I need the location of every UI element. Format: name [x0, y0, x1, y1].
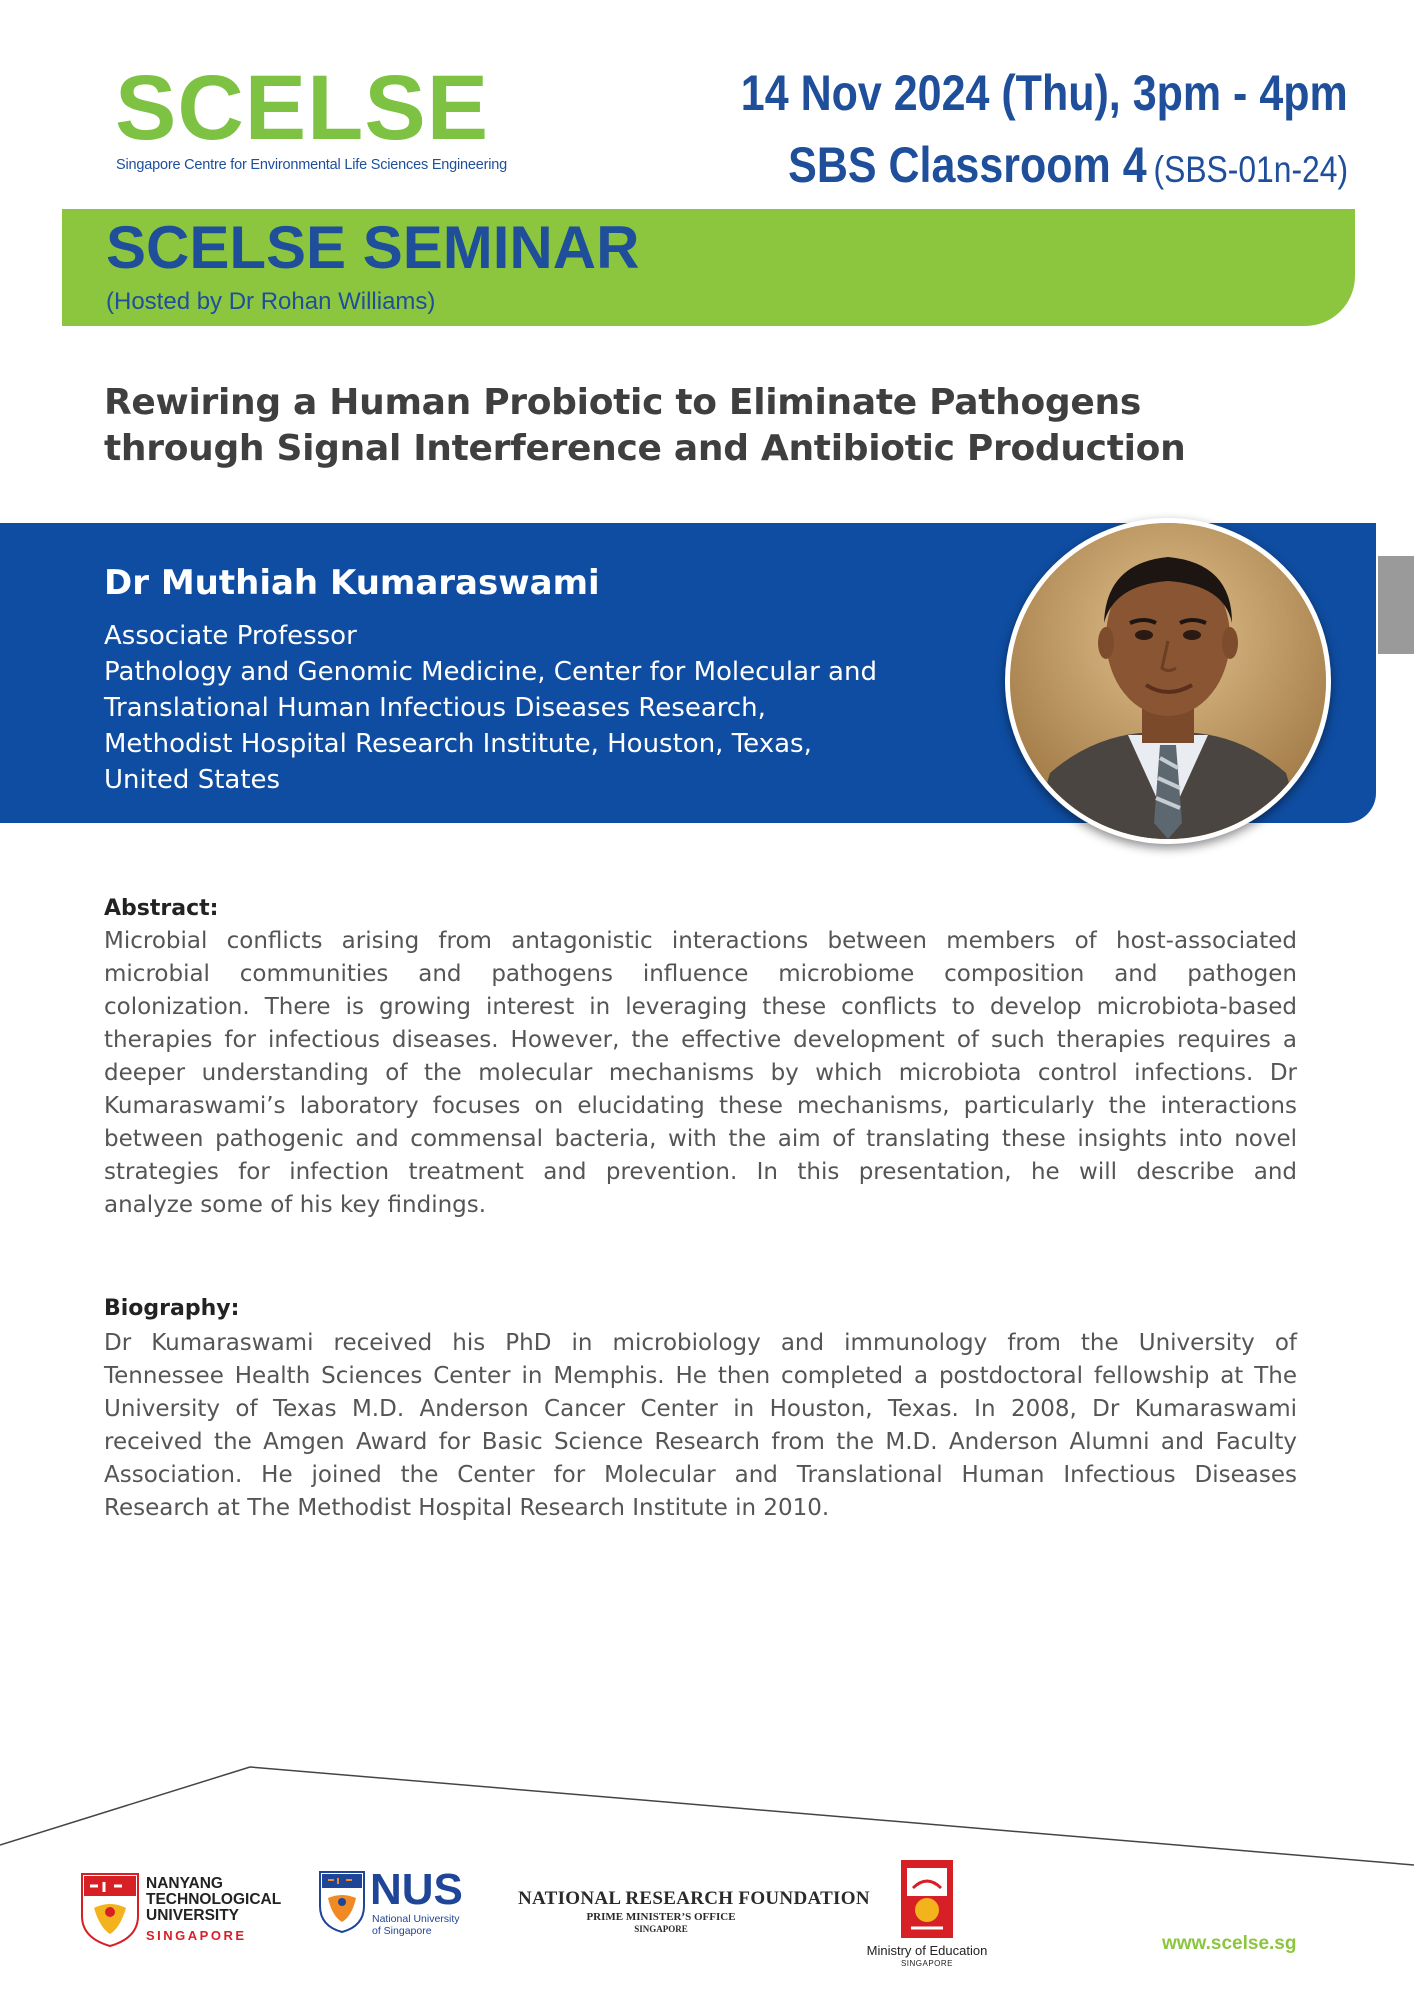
affiliation-line: Pathology and Genomic Medicine, Center for Molecular and	[104, 657, 877, 687]
biography-line: Tennessee Health Sciences Center in Memphis. He then completed a postdoctoral fellowship at The	[104, 1363, 1297, 1389]
speaker-photo	[1005, 518, 1331, 844]
abstract-line: colonization. There is growing interest in leveraging these conflicts to develop microbiota-based	[104, 994, 1297, 1020]
abstract-line: microbial communities and pathogens influence microbiome composition and pathogen	[104, 961, 1297, 987]
scelse-logo-wordmark: SCELSE	[115, 57, 490, 159]
abstract-line: Microbial conflicts arising from antagonistic interactions between members of host-associated	[104, 928, 1297, 954]
ntu-country: SINGAPORE	[146, 1928, 247, 1943]
biography-line: University of Texas M.D. Anderson Cancer Center in Houston, Texas. In 2008, Dr Kumaraswami	[104, 1396, 1297, 1422]
nus-subtitle	[372, 1913, 460, 1937]
nus-subtitle-line: of Singapore	[372, 1925, 432, 1937]
nus-subtitle-line: National University	[372, 1913, 460, 1925]
website-link[interactable]: www.scelse.sg	[1162, 1933, 1297, 1954]
abstract-line: therapies for infectious diseases. However, the effective development of such therapies requires a	[104, 1027, 1297, 1053]
speaker-name: Dr Muthiah Kumaraswami	[104, 563, 600, 603]
affiliation-line: Translational Human Infectious Diseases Research,	[104, 693, 766, 723]
biography-line: Dr Kumaraswami received his PhD in microbiology and immunology from the University of	[104, 1330, 1297, 1356]
venue-name: SBS Classroom 4	[788, 137, 1147, 193]
affiliation-line: United States	[104, 765, 281, 795]
seminar-title: SCELSE SEMINAR	[106, 214, 640, 281]
abstract-text	[104, 925, 1297, 1222]
moe-name: Ministry of Education	[866, 1943, 988, 1958]
event-venue	[788, 138, 1348, 193]
scelse-logo-subtitle: Singapore Centre for Environmental Life Sciences Engineering	[116, 157, 508, 173]
speaker-portrait-illustration	[1010, 523, 1326, 839]
biography-text	[104, 1327, 1297, 1525]
abstract-heading: Abstract:	[104, 896, 219, 921]
abstract-line: between pathogenic and commensal bacteria, with the aim of translating these insights into novel	[104, 1126, 1297, 1152]
abstract-line: Kumaraswami’s laboratory focuses on elucidating these mechanisms, particularly the interactions	[104, 1093, 1297, 1119]
affiliation-line: Associate Professor	[104, 621, 357, 651]
moe-crest-icon	[899, 1858, 955, 1940]
talk-title-line: through Signal Interference and Antibiotic Production	[104, 428, 1186, 469]
seminar-host: (Hosted by Dr Rohan Williams)	[106, 288, 436, 315]
ntu-crest-icon	[80, 1872, 140, 1948]
abstract-line: analyze some of his key findings.	[104, 1192, 487, 1218]
speaker-affiliation	[104, 618, 877, 798]
talk-title	[104, 380, 1304, 472]
moe-country: SINGAPORE	[900, 1959, 954, 1968]
abstract-line: deeper understanding of the molecular mechanisms by which microbiota control infections. Dr	[104, 1060, 1297, 1086]
nus-wordmark: NUS	[370, 1865, 463, 1914]
biography-line: received the Amgen Award for Basic Science Research from the M.D. Anderson Alumni and Faculty	[104, 1429, 1297, 1455]
event-date-time: 14 Nov 2024 (Thu), 3pm - 4pm	[741, 65, 1348, 121]
side-tab-decoration	[1378, 556, 1414, 654]
affiliation-line: Methodist Hospital Research Institute, Houston, Texas,	[104, 729, 812, 759]
nrf-name: NATIONAL RESEARCH FOUNDATION	[518, 1888, 870, 1909]
biography-line: Association. He joined the Center for Molecular and Translational Human Infectious Diseases	[104, 1462, 1297, 1488]
nrf-country: SINGAPORE	[634, 1924, 688, 1934]
footer-divider-lines	[0, 1740, 1414, 1890]
biography-heading: Biography:	[104, 1296, 240, 1321]
nrf-office: PRIME MINISTER’S OFFICE	[586, 1911, 736, 1923]
abstract-line: strategies for infection treatment and prevention. In this presentation, he will describe and	[104, 1159, 1297, 1185]
nus-crest-icon	[318, 1870, 366, 1934]
venue-room-code: (SBS-01n-24)	[1153, 149, 1348, 190]
ntu-name	[146, 1876, 281, 1924]
talk-title-line: Rewiring a Human Probiotic to Eliminate Pathogens	[104, 382, 1141, 423]
ntu-name-line: TECHNOLOGICAL	[146, 1891, 282, 1908]
ntu-name-line: UNIVERSITY	[146, 1907, 240, 1924]
biography-line: Research at The Methodist Hospital Research Institute in 2010.	[104, 1495, 830, 1521]
ntu-name-line: NANYANG	[146, 1875, 223, 1892]
